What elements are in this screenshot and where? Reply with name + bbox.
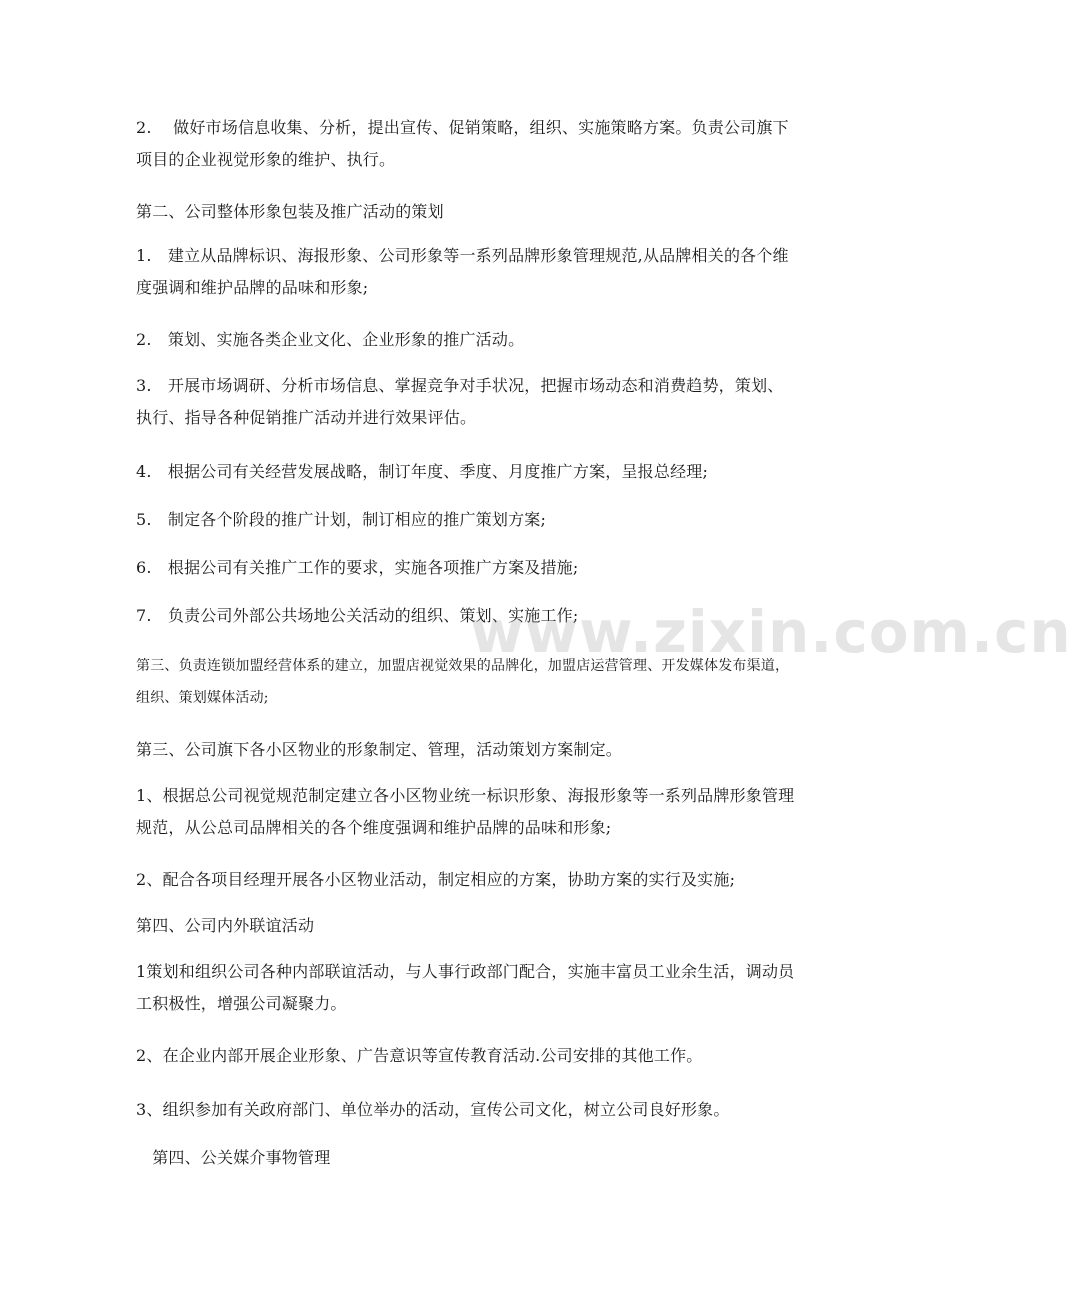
paragraph-2-7: 7. 负责公司外部公共场地公关活动的组织、策划、实施工作; <box>136 606 579 625</box>
paragraph-2-6: 6. 根据公司有关推广工作的要求，实施各项推广方案及措施; <box>136 558 579 577</box>
section-heading-4a: 第四、公司内外联谊活动 <box>136 916 315 935</box>
section-heading-2: 第二、公司整体形象包装及推广活动的策划 <box>136 202 444 221</box>
section-heading-3a: 第三、负责连锁加盟经营体系的建立，加盟店视觉效果的品牌化，加盟店运营管理、开发媒体发布渠道，组织、策划媒体活动; <box>136 658 790 706</box>
paragraph-2-2: 2. 策划、实施各类企业文化、企业形象的推广活动。 <box>136 330 525 349</box>
watermark-logo: www.zixin.com.cn <box>470 598 1072 666</box>
paragraph-2-4: 4. 根据公司有关经营发展战略，制订年度、季度、月度推广方案，呈报总经理; <box>136 462 709 481</box>
paragraph-2-3: 3. 开展市场调研、分析市场信息、掌握竞争对手状况，把握市场动态和消费趋势，策划、执行、指导各种促销推广活动并进行效果评估。 <box>136 376 784 427</box>
paragraph-2-5: 5. 制定各个阶段的推广计划，制订相应的推广策划方案; <box>136 510 547 529</box>
paragraph-1: 2. 做好市场信息收集、分析，提出宣传、促销策略，组织、实施策略方案。负责公司旗下项目的企业视觉形象的维护、执行。 <box>136 118 789 169</box>
section-heading-3b: 第三、公司旗下各小区物业的形象制定、管理，活动策划方案制定。 <box>136 740 623 759</box>
paragraph-4-2: 2、在企业内部开展企业形象、广告意识等宣传教育活动.公司安排的其他工作。 <box>136 1046 703 1065</box>
paragraph-4-3: 3、组织参加有关政府部门、单位举办的活动，宣传公司文化，树立公司良好形象。 <box>136 1100 730 1119</box>
paragraph-4-1: 1策划和组织公司各种内部联谊活动，与人事行政部门配合，实施丰富员工业余生活，调动员工积极性，增强公司凝聚力。 <box>136 962 795 1013</box>
paragraph-3-2: 2、配合各项目经理开展各小区物业活动，制定相应的方案，协助方案的实行及实施; <box>136 870 736 889</box>
paragraph-3-1: 1、根据总公司视觉规范制定建立各小区物业统一标识形象、海报形象等一系列品牌形象管理规范，从公总司品牌相关的各个维度强调和维护品牌的品味和形象; <box>136 786 795 837</box>
section-heading-4b: 第四、公关媒介事物管理 <box>136 1148 331 1167</box>
paragraph-2-1: 1. 建立从品牌标识、海报形象、公司形象等一系列品牌形象管理规范,从品牌相关的各个维度强调和维护品牌的品味和形象; <box>136 246 789 297</box>
